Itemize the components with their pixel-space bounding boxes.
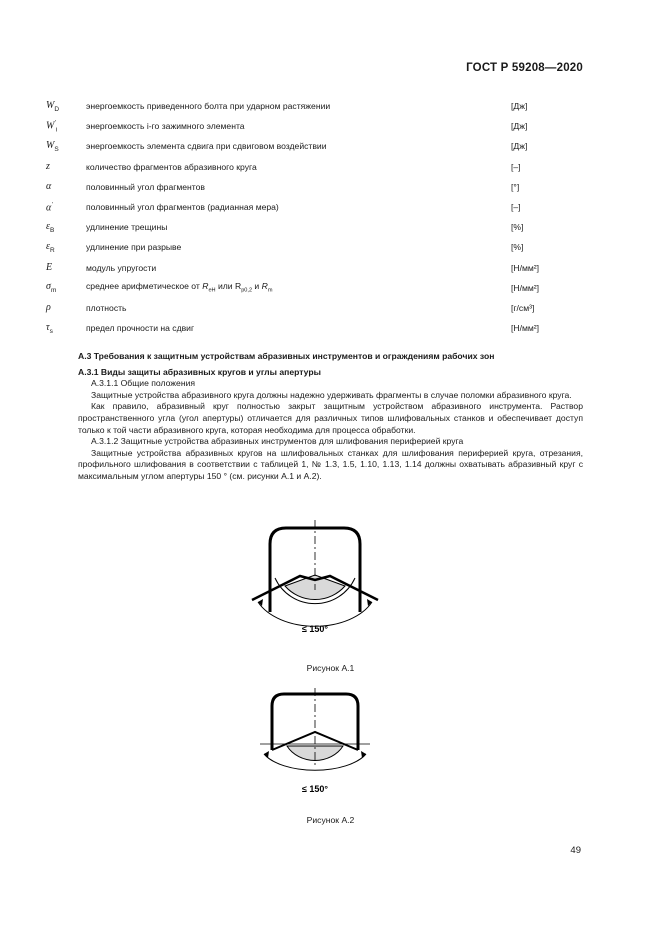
table-row: α половинный угол фрагментов [°] [46, 181, 520, 193]
paragraph-3: Защитные устройства абразивных кругов на шлифовальных станках для шлифования периферией круга, отрезания, профильного шлифования в соответствии с таблицей 1, № 1.3, 1.5, 1.10, 1.13, 1.14 должны охватывать абразивный круг с максимальным углом апертуры 150 ° (см. рисунки А.1 и А.2). [78, 447, 583, 481]
angle-label: ≤ 150° [301, 624, 329, 634]
table-row: $\sigma_m$ среднее арифметическое от $R_{eH}$ или $R_{p0,2}$ и $R_m$ [Н/мм²] [46, 278, 576, 298]
section-a311-title: А.3.1.1 Общие положения [91, 378, 196, 389]
table-row: z количество фрагментов абразивного круга [–] [46, 161, 521, 173]
section-a31-title: А.3.1 Виды защиты абразивных кругов и углы апертуры [78, 366, 321, 377]
symbols-table [46, 96, 576, 338]
paragraph-2: Как правило, абразивный круг полностью закрыт защитным устройством абразивного инструмента. Раствор пространственного угла (угол апертуры) отличается для различных типов шлифовальных станков и обеспечивает доступ только к той части абразивного круга, которая необходима для процесса обработки. [78, 401, 583, 435]
figure-a2-caption: Рисунок А.2 [306, 815, 355, 825]
section-a3-title: А.3 Требования к защитным устройствам абразивных инструментов и ограждениям рабочих зон [78, 351, 495, 361]
table-row: ρ плотность [г/см³] [46, 302, 535, 314]
table-row: $\tau_s$ предел прочности на сдвиг [Н/мм²] [46, 321, 540, 335]
figure-a1-caption: Рисунок А.1 [306, 663, 355, 673]
angle-label: ≤ 150° [301, 784, 329, 794]
page-number: 49 [570, 845, 581, 856]
sigma-description: среднее арифметическое от $R_{eH}$ или $R_{p0,2}$ и $R_m$ [86, 281, 273, 295]
table-row: α' половинный угол фрагментов (радианная мера) [–] [46, 200, 521, 214]
table-row: $W'_i$ энергоемкость i-го зажимного элемента [Дж] [46, 119, 528, 134]
table-row: E модуль упругости [Н/мм²] [46, 262, 540, 274]
figure-a1 [250, 520, 410, 650]
paragraph-1: Защитные устройства абразивного круга должны надежно удерживать фрагменты в случае поломки абразивного круга. [91, 389, 572, 400]
figure-a2 [250, 688, 410, 798]
angle-arc [258, 602, 372, 626]
table-row: $W_S$ энергоемкость элемента сдвига при сдвиговом воздействии [Дж] [46, 139, 528, 153]
table-row: $\varepsilon_B$ удлинение трещины [%] [46, 220, 524, 234]
table-row: $W_D$ энергоемкость приведенного болта при ударном растяжении [Дж] [46, 99, 528, 113]
section-a312-title: А.3.1.2 Защитные устройства абразивных инструментов для шлифования периферией круга [91, 436, 464, 447]
table-row: $\varepsilon_R$ удлинение при разрыве [%] [46, 240, 524, 254]
section-a3 [78, 351, 583, 483]
document-id: ГОСТ Р 59208—2020 [466, 62, 583, 74]
